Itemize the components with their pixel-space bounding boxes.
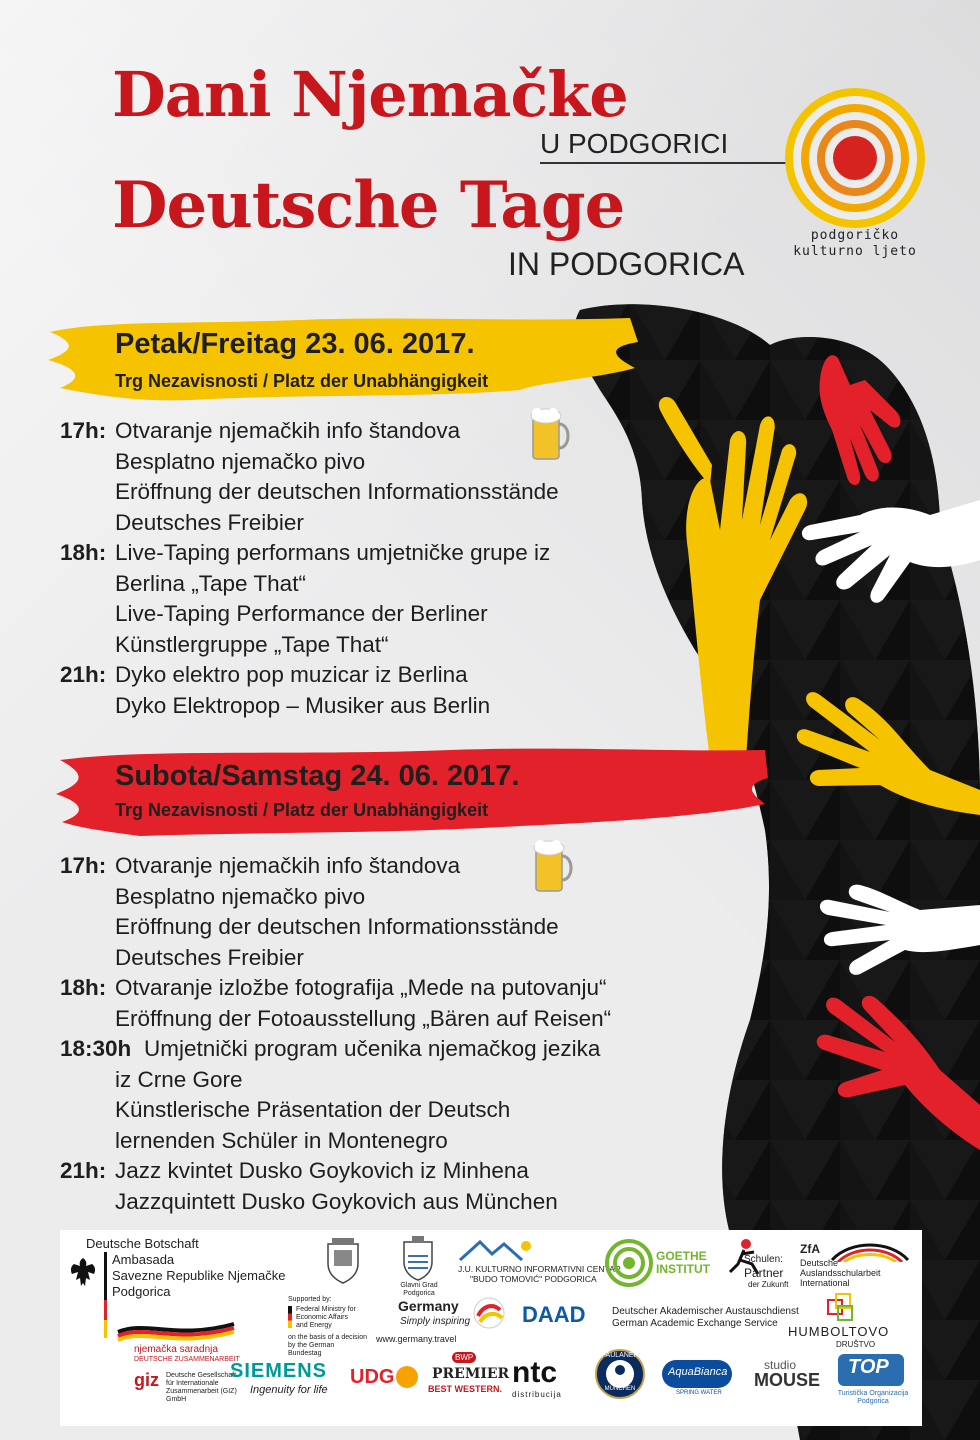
schedule-text: iz Crne Gore bbox=[115, 1066, 243, 1092]
sponsors-panel bbox=[60, 1230, 922, 1426]
schedule-row bbox=[60, 416, 461, 447]
udg-arrow-icon bbox=[394, 1364, 420, 1390]
schedule-row bbox=[60, 1095, 511, 1126]
germany-url: www.germany.travel bbox=[376, 1334, 457, 1344]
schedule-row bbox=[60, 477, 559, 508]
festival-logo-line1: podgoričko bbox=[810, 228, 900, 243]
day1-schedule bbox=[60, 416, 559, 721]
ntc-sub: distribucija bbox=[512, 1390, 562, 1399]
schedule-text: Künstlergruppe „Tape That“ bbox=[115, 631, 389, 657]
ntc-logo: ntc bbox=[512, 1356, 557, 1389]
schedule-text: Besplatno njemačko pivo bbox=[115, 448, 366, 474]
njemacka-saradnja: njemačka saradnja bbox=[134, 1344, 218, 1355]
schedule-row bbox=[60, 691, 491, 722]
schedule-text: Otvaranje njemačkih info štandova bbox=[115, 418, 461, 443]
germany-travel: Germany bbox=[398, 1298, 459, 1314]
giz-logo: giz bbox=[134, 1370, 159, 1390]
day2-schedule bbox=[60, 851, 612, 1217]
coat-pg-label: Glavni Grad Podgorica bbox=[400, 1282, 438, 1297]
german-eagle-icon bbox=[68, 1256, 98, 1292]
schedule-text: Otvaranje njemačkih info štandova bbox=[115, 853, 461, 878]
paulaner-sub: MÜNCHEN bbox=[604, 1386, 636, 1392]
zfa-logo: ZfA bbox=[800, 1242, 820, 1256]
daad-en: German Academic Exchange Service bbox=[612, 1318, 778, 1329]
giz-full: Deutsche Gesellschaft für Internationale Zusammenarbeit (GIZ) GmbH bbox=[166, 1372, 237, 1403]
schedule-row bbox=[60, 1126, 448, 1157]
schedule-row bbox=[60, 508, 304, 539]
day1-location: Trg Nezavisnosti / Platz der Unabhängigkeit bbox=[115, 371, 489, 391]
schedule-text: lernenden Schüler in Montenegro bbox=[115, 1127, 448, 1153]
schedule-time: 18h: bbox=[60, 540, 107, 565]
humboldt-logo-icon bbox=[826, 1292, 856, 1322]
schedule-row bbox=[60, 569, 306, 600]
schedule-text: Deutsches Freibier bbox=[115, 509, 304, 535]
schedule-text: Eröffnung der deutschen Informationsstände bbox=[115, 479, 559, 504]
schedule-text: Jazzquintett Dusko Goykovich aus München bbox=[115, 1188, 558, 1214]
schedule-text: Otvaranje izložbe fotografija „Mede na putovanju“ bbox=[115, 975, 607, 1000]
premier-bwp: BWP bbox=[452, 1352, 476, 1363]
daad-de: Deutscher Akademischer Austauschdienst bbox=[612, 1306, 799, 1317]
goethe-logo-icon bbox=[604, 1238, 654, 1288]
schedule-time: 21h: bbox=[60, 662, 107, 687]
schedule-row bbox=[60, 1065, 243, 1096]
schedule-row bbox=[60, 1187, 558, 1218]
schedule-text: Live-Taping performans umjetničke grupe iz bbox=[115, 540, 551, 565]
schedule-row bbox=[60, 1034, 601, 1065]
udg-logo: UDG bbox=[350, 1366, 395, 1388]
page-title-local: Dani Njemačke bbox=[112, 58, 628, 131]
embassy-local-2: Savezne Republike Njemačke bbox=[112, 1268, 286, 1283]
schedule-row bbox=[60, 630, 389, 661]
kic-subname: "BUDO TOMOVIĆ" PODGORICA bbox=[470, 1274, 597, 1284]
embassy-local-3: Podgorica bbox=[112, 1284, 171, 1299]
day2-title: Subota/Samstag 24. 06. 2017. bbox=[115, 760, 520, 792]
schedule-time: 17h: bbox=[60, 853, 107, 878]
schedule-text: Berlina „Tape That“ bbox=[115, 570, 306, 596]
schedule-time: 17h: bbox=[60, 418, 107, 443]
aquabianca-sub: SPRING WATER bbox=[676, 1390, 722, 1396]
bmwi-flag bbox=[288, 1306, 292, 1328]
humboldt-sub: DRUŠTVO bbox=[836, 1340, 876, 1349]
schedule-text: Live-Taping Performance der Berliner bbox=[115, 601, 488, 626]
embassy-local-1: Ambasada bbox=[112, 1252, 175, 1267]
supported-by: Supported by: bbox=[288, 1296, 332, 1303]
best-western: BEST WESTERN. bbox=[428, 1384, 503, 1394]
festival-logo-line2: kulturno ljeto bbox=[793, 244, 917, 259]
pasch-line3: der Zukunft bbox=[748, 1280, 789, 1289]
germany-slogan: Simply inspiring bbox=[400, 1316, 471, 1327]
schedule-text: Jazz kvintet Dusko Goykovich iz Minhena bbox=[115, 1158, 529, 1183]
schedule-text: Dyko elektro pop muzicar iz Berlina bbox=[115, 662, 468, 687]
flag-bar-black bbox=[104, 1252, 107, 1300]
siemens-logo: SIEMENS bbox=[230, 1360, 328, 1382]
flag-ribbon-icon bbox=[116, 1318, 236, 1344]
siemens-slogan: Ingenuity for life bbox=[250, 1384, 328, 1396]
subtitle-local: U PODGORICI bbox=[540, 128, 729, 159]
pasch-line1: Schulen: bbox=[744, 1254, 783, 1265]
beer-mug-icon-2 bbox=[530, 836, 578, 892]
schedule-text: Eröffnung der deutschen Informationsstände bbox=[115, 914, 559, 939]
zfa-full: Deutsche Auslandsschularbeit International bbox=[800, 1258, 881, 1288]
schedule-row bbox=[60, 599, 488, 630]
goethe-institut: GOETHE INSTITUT bbox=[656, 1249, 710, 1276]
schedule-time: 18:30h bbox=[60, 1036, 132, 1061]
schedule-time: 18h: bbox=[60, 975, 107, 1000]
top-sub: Turistička Organizacija Podgorica bbox=[837, 1390, 909, 1405]
schedule-row bbox=[60, 447, 366, 478]
schedule-text: Deutsches Freibier bbox=[115, 944, 304, 970]
germany-travel-icon bbox=[472, 1296, 506, 1330]
schedule-text: Künstlerische Präsentation der Deutsch bbox=[115, 1097, 511, 1122]
paulaner-logo: PAULANER bbox=[601, 1352, 639, 1359]
schedule-row bbox=[60, 882, 366, 913]
coat-of-arms-montenegro-icon bbox=[318, 1236, 368, 1286]
aquabianca-logo: AquaBianca bbox=[668, 1366, 728, 1378]
schedule-row bbox=[60, 538, 551, 569]
coat-of-arms-podgorica-icon bbox=[396, 1234, 440, 1282]
schedule-text: Dyko Elektropop – Musiker aus Berlin bbox=[115, 692, 491, 718]
schedule-row bbox=[60, 660, 468, 691]
flag-bar-red bbox=[104, 1300, 107, 1320]
top-logo: TOP bbox=[848, 1356, 889, 1378]
title-divider bbox=[540, 162, 790, 164]
humboldt-name: HUMBOLTOVO bbox=[788, 1324, 890, 1339]
beer-mug-icon bbox=[527, 404, 575, 460]
schedule-row bbox=[60, 851, 461, 882]
daad-logo: DAAD bbox=[522, 1302, 586, 1327]
kic-mountain-icon bbox=[458, 1238, 538, 1262]
mouse-logo: MOUSE bbox=[754, 1370, 821, 1390]
schedule-text: Eröffnung der Fotoausstellung „Bären auf Reisen“ bbox=[115, 1005, 612, 1031]
flag-bar-yellow bbox=[104, 1320, 107, 1338]
schedule-row bbox=[60, 912, 559, 943]
bmwi-note: on the basis of a decision by the German Bundestag bbox=[288, 1334, 367, 1357]
subtitle-german: IN PODGORICA bbox=[508, 246, 745, 282]
schedule-text: Besplatno njemačko pivo bbox=[115, 883, 366, 909]
premier-logo: PREMIER bbox=[432, 1366, 510, 1382]
embassy-de: Deutsche Botschaft bbox=[86, 1236, 199, 1251]
page-title-german: Deutsche Tage bbox=[112, 168, 625, 243]
studio-label: studio bbox=[764, 1358, 797, 1372]
day1-title: Petak/Freitag 23. 06. 2017. bbox=[115, 328, 475, 360]
schedule-time: 21h: bbox=[60, 1158, 107, 1183]
schedule-row bbox=[60, 973, 607, 1004]
schedule-text: Umjetnički program učenika njemačkog jezika bbox=[144, 1036, 601, 1061]
deutsche-zusammenarbeit: DEUTSCHE ZUSAMMENARBEIT bbox=[134, 1356, 240, 1363]
day2-location: Trg Nezavisnosti / Platz der Unabhängigkeit bbox=[115, 800, 489, 820]
schedule-row bbox=[60, 1156, 529, 1187]
schedule-row bbox=[60, 1004, 612, 1035]
kic-name: J.U. KULTURNO INFORMATIVNI CENTAR bbox=[458, 1264, 621, 1274]
pasch-line2: Partner bbox=[744, 1266, 784, 1280]
schedule-row bbox=[60, 943, 304, 974]
bmwi-name: Federal Ministry for Economic Affairs and Energy bbox=[296, 1306, 356, 1329]
